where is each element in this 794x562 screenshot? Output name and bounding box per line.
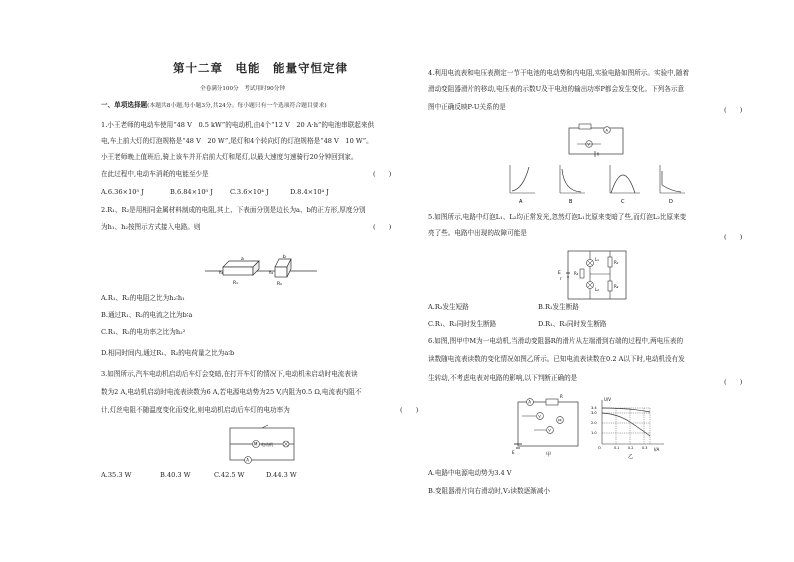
q4-graph-label-a: A	[519, 199, 523, 205]
q5-label-r1: R₁	[614, 260, 619, 265]
q4-graphs	[505, 163, 705, 203]
q4-graph-b	[560, 165, 585, 205]
q4-paren: ( )	[724, 106, 743, 114]
q6-tick-y4: 1.0	[591, 431, 597, 435]
q3-option: A.35.3 W	[101, 471, 132, 479]
q4-line: 滑动变阻器滑片的移动,电压表的示数U及干电池的输出功率P都会发生变化。下列各示意	[428, 85, 685, 93]
q3-motor-label: 电动机	[261, 442, 273, 447]
q6-tick-y1: 3.4	[591, 406, 597, 410]
q4-graph-a	[510, 165, 535, 205]
q1-option: D.8.4×10⁴ J	[290, 188, 329, 196]
q6-axis-ia: I/A	[654, 447, 660, 452]
q2-option: B.通过R₁、R₂的电流之比为b∶a	[101, 311, 193, 319]
q1-line: 电,车上前大灯的灯泡规格是“48 V 20 W”,尾灯和4个转向灯的灯泡规格是“48 V 10 W”。	[101, 137, 373, 145]
svg-text:M: M	[254, 441, 258, 447]
q2-paren: ( )	[373, 223, 392, 231]
q3-option: D.44.3 W	[266, 471, 297, 479]
q5-option: D.R₁、R₃同时发生断路	[538, 320, 607, 328]
q5-option: C.R₁、R₂同时发生断路	[428, 320, 497, 328]
q6-paren: ( )	[724, 378, 743, 386]
q4-graph-label-c: C	[621, 199, 625, 205]
q4-line: 图中正确反映P-U关系的是	[428, 103, 506, 111]
q6-origin: O	[598, 446, 601, 450]
q3-circuit-figure	[228, 426, 298, 462]
q4-graph-label-d: D	[669, 199, 673, 205]
q5-paren: ( )	[724, 233, 743, 241]
svg-text:V: V	[587, 141, 591, 147]
q3-line: 数为2 A,电动机启动时电流表读数为6 A,若电源电动势为25 V,内阻为0.5 Ω,电流表内阻不	[101, 388, 362, 396]
q5-option: A.R₃发生短路	[428, 303, 469, 311]
q2-label-r1: R₁	[233, 281, 238, 286]
svg-text:A: A	[246, 457, 249, 463]
q5-label-r2: R₂	[614, 284, 619, 289]
q2-option: D.相同时间内,通过R₁、R₂的电荷量之比为a∶b	[101, 349, 235, 357]
q6-option: B.变阻器滑片向右滑动时,V₂读数逐渐减小	[428, 487, 550, 495]
q4-line: 4.利用电流表和电压表测定一节干电池的电动势和内电阻,实验电路如图所示。实验中,随着	[428, 69, 690, 77]
svg-text:E: E	[512, 450, 515, 455]
q5-label-l1: L₁	[595, 257, 599, 262]
q6-line: 读数随电流表读数的变化情况如图乙所示。已知电流表读数在0.2 A以下时,电动机没有发	[428, 355, 685, 363]
q2-line: 为h₁、h₂按图示方式接入电路。则	[101, 223, 201, 231]
q2-option: C.R₁、R₂的电功率之比为h₂²	[101, 328, 186, 336]
q2-label-a: a	[241, 257, 244, 262]
q3-option: C.42.5 W	[214, 471, 245, 479]
svg-text:R: R	[560, 394, 563, 399]
q5-label-e: E	[558, 271, 561, 276]
svg-text:A: A	[605, 127, 609, 133]
q1-option: A.6.36×10⁵ J	[101, 188, 144, 196]
q5-circuit-figure	[558, 247, 632, 303]
q5-option: B.R₁发生断路	[538, 303, 579, 311]
page-subtitle: 全卷满分100分 考试用时90分钟	[200, 86, 285, 92]
q1-paren: ( )	[373, 170, 392, 178]
q4-circuit-figure	[567, 124, 627, 156]
q2-line: 2.R₁、R₂是用相同金属材料制成的电阻,其上、下表面分别是边长为a、b的正方形,厚度分别	[101, 206, 366, 214]
q6-tick-x3: 0.3	[642, 446, 648, 450]
q6-option: A.电路中电源电动势为3.4 V	[428, 469, 512, 477]
q3-line: 3.如图所示,汽车电动机启动后车灯会变暗,在打开车灯的情况下,电动机未启动时电流表读	[101, 370, 358, 378]
q1-line: 小王老师晚上值班后,骑上该车并开启前大灯和尾灯,以最大速度匀速骑行20分钟回到家。	[101, 153, 358, 161]
q5-label-r3: R₃	[574, 271, 579, 276]
q6-line: 生转动,不考虑电表对电路的影响,以下判断正确的是	[428, 374, 578, 382]
q4-graph-c	[610, 165, 640, 205]
svg-text:M: M	[558, 417, 562, 423]
q4-graph-label-b: B	[569, 199, 573, 205]
q1-option: B.6.84×10⁵ J	[170, 188, 213, 196]
q6-tick-x2: 0.2	[628, 446, 634, 450]
q5-label-r: r	[560, 276, 562, 281]
q2-label-h2: h₂	[269, 270, 274, 275]
q6-axis-uv: U/V	[604, 397, 612, 402]
q2-label-h1: h₁	[219, 270, 224, 275]
q1-line: 在此过程中,电动车消耗的电能至少是	[101, 170, 209, 178]
q2-option: A.R₁、R₂的电阻之比为h₂∶h₁	[101, 294, 185, 302]
q2-resistor-figure	[205, 257, 325, 291]
q1-line: 1.小王老师的电动车使用“48 V 0.5 kW”的电动机,由4个“12 V 20 A·h”的电池串联起来供	[101, 121, 375, 129]
q2-label-r2: R₂	[277, 282, 282, 287]
q3-paren: ( )	[400, 406, 419, 414]
svg-text:A: A	[528, 399, 532, 405]
q5-line: 5.如图所示,电路中灯泡L₁、L₂均正常发光,忽然灯泡L₁比原来变暗了些,而灯泡L₂比原来变	[428, 213, 687, 221]
svg-text:V: V	[538, 413, 541, 419]
section-note: (本题共8小题,每小题3分,共24分。每小题只有一个选项符合题目要求)	[147, 103, 327, 109]
q1-option: C.3.6×10⁴ J	[230, 188, 269, 196]
q6-line: 6.如图,图甲中M为一电动机,当滑动变阻器R的滑片从左端滑到右端的过程中,两电压表的	[428, 337, 684, 345]
q5-line: 亮了些。电路中出现的故障可能是	[428, 229, 527, 237]
section-label: 一、单项选择题	[101, 101, 148, 109]
q6-tick-y3: 2.0	[591, 421, 597, 425]
q3-option: B.40.3 W	[160, 471, 191, 479]
q5-label-l2: L₂	[595, 287, 599, 292]
q6-label-yi: 乙	[628, 454, 634, 460]
section-heading	[101, 101, 327, 110]
q3-line: 计,灯丝电阻不随温度变化而变化,则电动机启动后车灯的电功率为	[101, 406, 290, 414]
q6-label-jia: 甲	[546, 452, 552, 458]
q6-circuit-figure	[510, 396, 582, 456]
q2-label-b: b	[283, 255, 286, 260]
q6-tick-x1: 0.1	[614, 446, 620, 450]
svg-text:V: V	[548, 427, 551, 433]
q6-tick-y2: 3.0	[591, 411, 597, 415]
page-title: 第十二章 电能 能量守恒定律	[173, 61, 348, 75]
q6-graph-figure	[590, 396, 670, 458]
q4-graph-d	[660, 165, 685, 205]
